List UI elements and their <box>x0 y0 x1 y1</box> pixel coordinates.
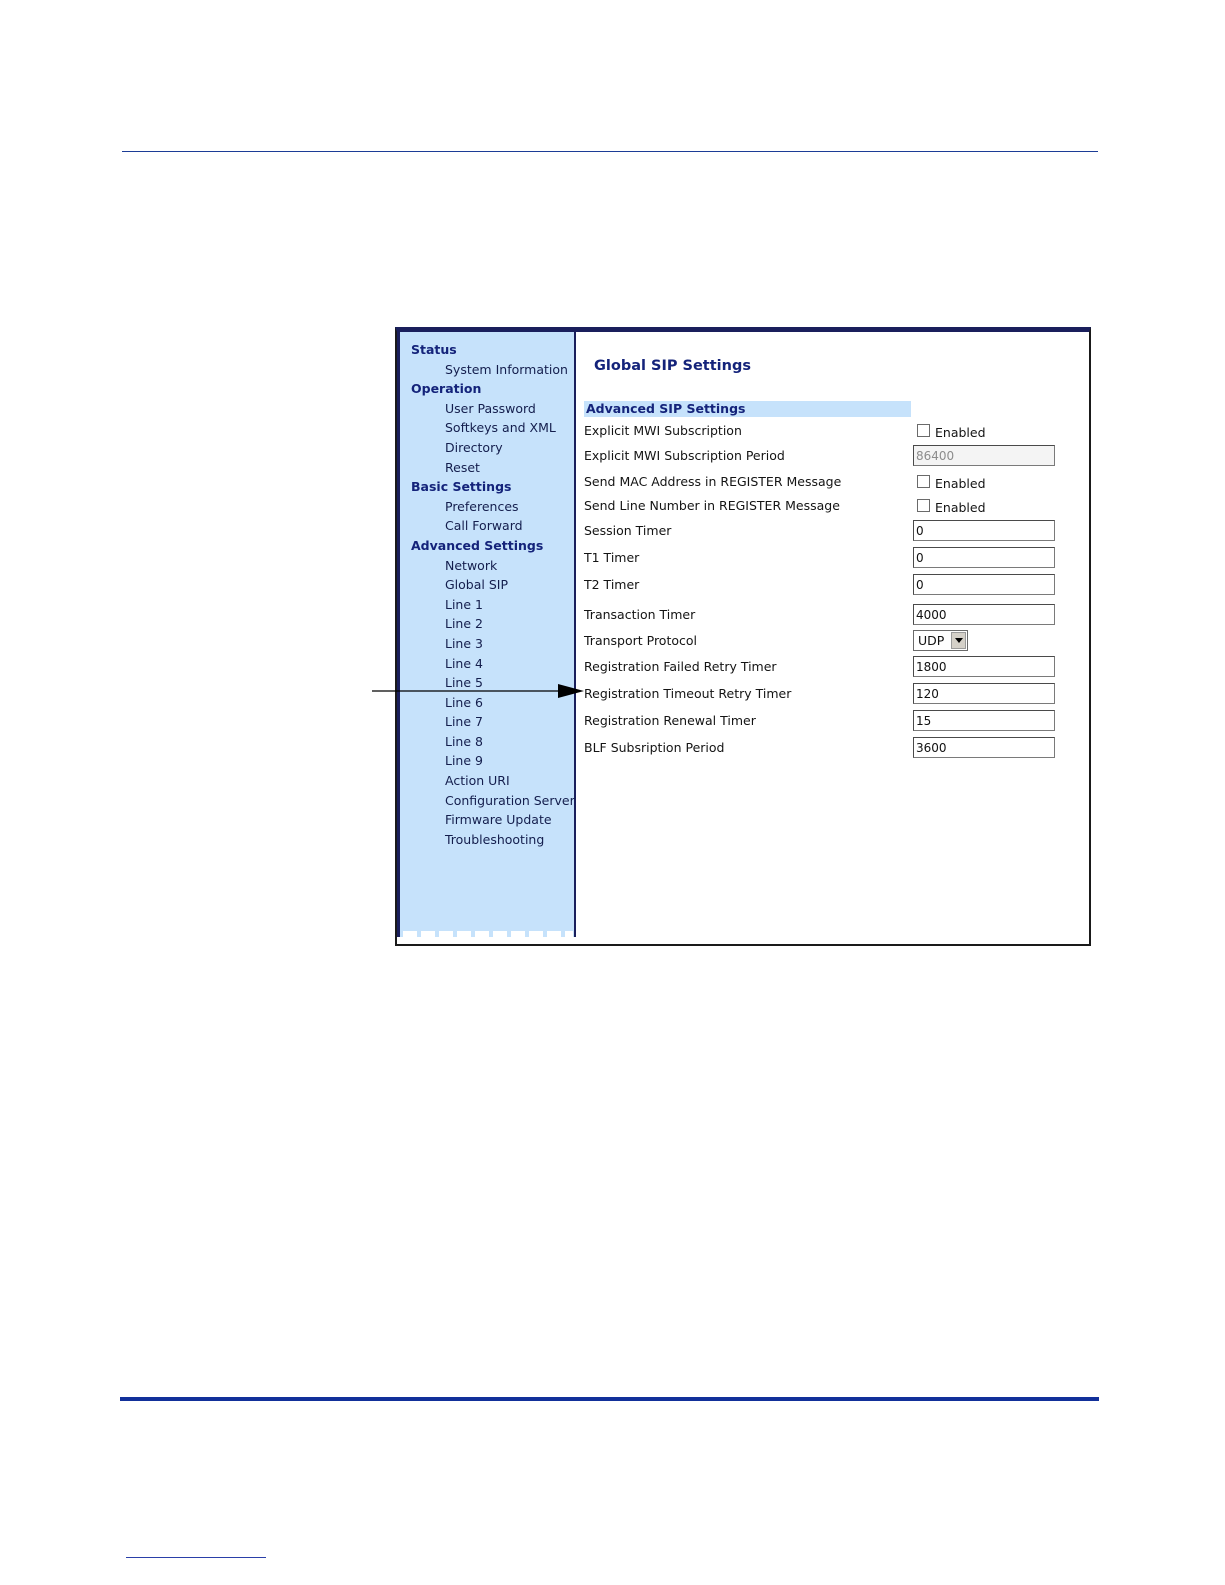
label-send-mac-address: Send MAC Address in REGISTER Message <box>584 474 842 489</box>
section-header: Advanced SIP Settings <box>584 401 911 417</box>
nav-item-system-information[interactable]: System Information <box>445 361 568 377</box>
footer-rule <box>120 1397 1099 1401</box>
nav-item-line-5[interactable]: Line 5 <box>445 675 483 691</box>
transport-protocol-select[interactable] <box>913 630 968 651</box>
label-t1-timer: T1 Timer <box>584 550 640 565</box>
row-blf-subscription-period <box>397 737 1089 759</box>
nav-item-user-password[interactable]: User Password <box>445 400 536 416</box>
t2-timer-input[interactable] <box>913 574 1055 595</box>
row-explicit-mwi-subscription <box>397 420 1089 442</box>
footer-link-underline <box>126 1557 266 1558</box>
nav-item-line-2[interactable]: Line 2 <box>445 616 483 632</box>
nav-item-line-3[interactable]: Line 3 <box>445 635 483 651</box>
row-t2-timer <box>397 574 1089 596</box>
transport-protocol-selected-value: UDP <box>918 633 945 648</box>
checkbox-explicit-mwi-subscription[interactable] <box>917 422 986 440</box>
row-t1-timer <box>397 547 1089 569</box>
checkbox-send-line-number[interactable] <box>917 497 986 515</box>
nav-bottom-edge <box>403 931 573 937</box>
nav-item-softkeys-and-xml[interactable]: Softkeys and XML <box>445 420 556 436</box>
checkbox-box[interactable] <box>917 475 930 488</box>
nav-section-status[interactable]: Status <box>411 342 457 357</box>
nav-item-troubleshooting[interactable]: Troubleshooting <box>445 831 545 847</box>
row-registration-renewal-timer <box>397 710 1089 732</box>
t1-timer-input[interactable] <box>913 547 1055 568</box>
label-t2-timer: T2 Timer <box>584 577 640 592</box>
label-registration-failed-retry-timer: Registration Failed Retry Timer <box>584 659 777 674</box>
label-transaction-timer: Transaction Timer <box>584 607 696 622</box>
label-send-line-number: Send Line Number in REGISTER Message <box>584 498 840 513</box>
checkbox-label: Enabled <box>935 476 986 491</box>
page-title: Global SIP Settings <box>594 358 751 374</box>
nav-item-action-uri[interactable]: Action URI <box>445 773 510 789</box>
nav-section-advanced-settings[interactable]: Advanced Settings <box>411 537 544 553</box>
row-transport-protocol <box>397 630 1089 652</box>
session-timer-input[interactable] <box>913 520 1055 541</box>
nav-item-directory[interactable]: Directory <box>445 439 503 455</box>
header-rule <box>122 151 1098 152</box>
label-registration-timeout-retry-timer: Registration Timeout Retry Timer <box>584 686 792 701</box>
web-ui-screenshot <box>395 327 1091 946</box>
nav-item-reset[interactable]: Reset <box>445 459 480 475</box>
nav-item-line-9[interactable]: Line 9 <box>445 753 483 769</box>
nav-item-line-4[interactable]: Line 4 <box>445 655 483 671</box>
row-send-mac-address <box>397 471 1089 493</box>
nav-item-call-forward[interactable]: Call Forward <box>445 518 523 534</box>
label-explicit-mwi-subscription: Explicit MWI Subscription <box>584 423 742 438</box>
label-blf-subscription-period: BLF Subsription Period <box>584 740 725 755</box>
nav-item-global-sip[interactable]: Global SIP <box>445 577 509 593</box>
registration-timeout-retry-timer-input[interactable] <box>913 683 1055 704</box>
arrow-right-icon <box>372 681 584 701</box>
nav-section-basic-settings[interactable]: Basic Settings <box>411 479 512 495</box>
checkbox-label: Enabled <box>935 500 986 515</box>
label-transport-protocol: Transport Protocol <box>584 633 698 648</box>
registration-renewal-timer-input[interactable] <box>913 710 1055 731</box>
label-session-timer: Session Timer <box>584 523 672 538</box>
nav-item-line-8[interactable]: Line 8 <box>445 733 483 749</box>
row-send-line-number <box>397 495 1089 517</box>
label-registration-renewal-timer: Registration Renewal Timer <box>584 713 756 728</box>
nav-item-firmware-update[interactable]: Firmware Update <box>445 812 552 828</box>
nav-item-preferences[interactable]: Preferences <box>445 498 519 514</box>
nav-item-line-6[interactable]: Line 6 <box>445 694 483 710</box>
checkbox-box[interactable] <box>917 499 930 512</box>
row-registration-failed-retry-timer <box>397 656 1089 678</box>
row-transaction-timer <box>397 604 1089 626</box>
checkbox-box[interactable] <box>917 424 930 437</box>
nav-item-network[interactable]: Network <box>445 557 498 573</box>
row-explicit-mwi-subscription-period <box>397 445 1089 467</box>
registration-failed-retry-timer-input[interactable] <box>913 656 1055 677</box>
label-explicit-mwi-subscription-period: Explicit MWI Subscription Period <box>584 448 785 463</box>
chevron-down-icon[interactable] <box>951 632 966 649</box>
explicit-mwi-subscription-period-input[interactable] <box>913 445 1055 466</box>
checkbox-send-mac-address[interactable] <box>917 473 986 491</box>
blf-subscription-period-input[interactable] <box>913 737 1055 758</box>
row-session-timer <box>397 520 1089 542</box>
nav-item-line-7[interactable]: Line 7 <box>445 714 483 730</box>
checkbox-label: Enabled <box>935 425 986 440</box>
transaction-timer-input[interactable] <box>913 604 1055 625</box>
nav-item-configuration-server[interactable]: Configuration Server <box>445 792 575 808</box>
nav-item-line-1[interactable]: Line 1 <box>445 596 483 612</box>
nav-section-operation[interactable]: Operation <box>411 381 482 397</box>
